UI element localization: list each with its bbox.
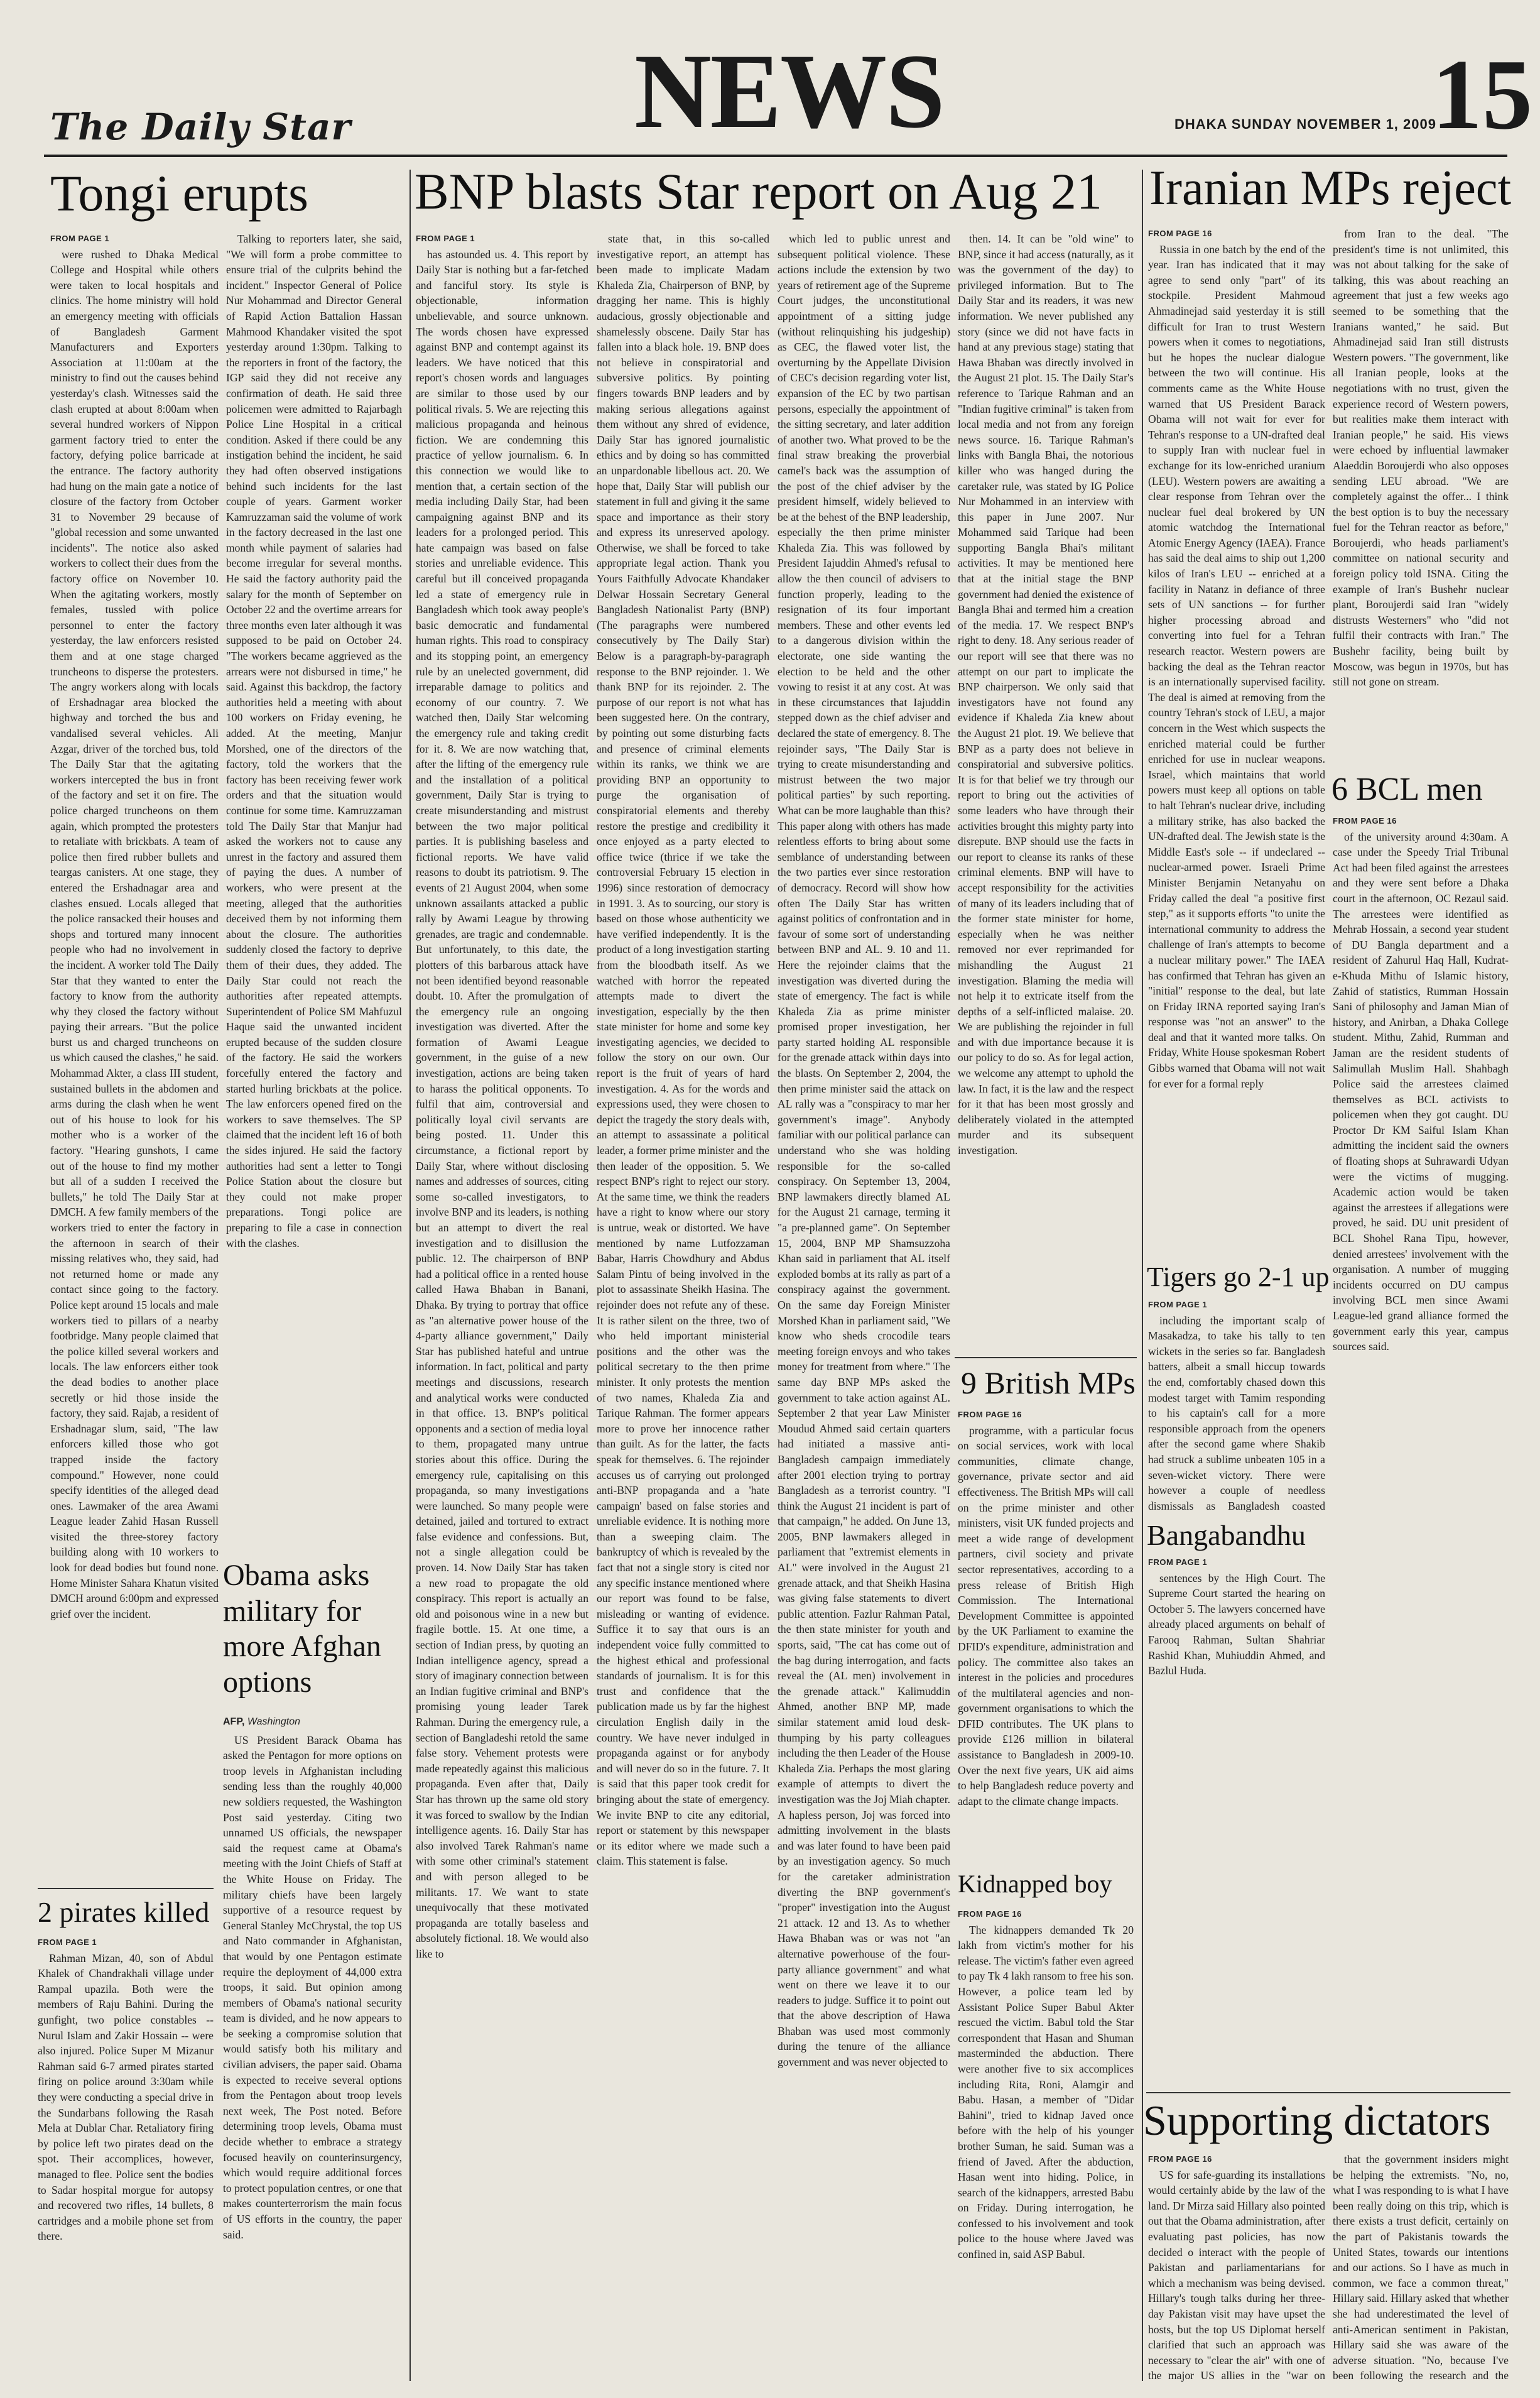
kicker: FROM PAGE 16 xyxy=(1148,229,1212,238)
kicker: FROM PAGE 1 xyxy=(416,234,475,243)
byline xyxy=(223,1714,402,1730)
article-text: of the university around 4:30am. A case under the Speedy Trial Tribunal Act had been filed against the arrestees and they were sent before a Dhaka court in the afternoon, OC Rezaul said. The arrestees were identified as Mehrab Hossain, a second year student of DU Bangla department and a resident of Zahurul Haq Hall, Kudrat-e-Khuda Mithu of Islamic history, Zahid of statistics, Rumman Hossain Sani of philosophy and Jaman Mian of history, and Anirban, a Dhaka College student. Mithu, Zahid, Rumman and Jaman are the resident students of Salimullah Muslim Hall. Shahbagh Police said the arrestees claimed themselves as BCL activists to policemen when they got caught. DU Proctor Dr KM Saiful Islam Khan admitting the incident said the owners of floating shops at Suhrawardi Udyan were the victims of mugging. Academic action would be taken against the arrestees if allegations were proved, he said. DU unit president of BCL Shohel Rana Tipu, however, denied arrestees' involvement with the organisation. A number of mugging incidents occurred on DU campus involving BCL men since Awami League-led grand alliance formed the government early this year, campus sources said. xyxy=(1333,830,1509,1353)
article-text: US for safe-guarding its installations would certainly abide by the law of the land. Dr Mirza said Hillary also pointed out that the Obama administration, after evaluating past policies, has now decided o interact with the people of Pakistan and parliamentarians for which a mechanism was being devised. Hillary's tough talks during her three-day Pakistan visit may have upset the hosts, but the top US Diplomat herself clarified that such an approach was necessary to "clear the air" with one of the major US allies in the "war on xyxy=(1148,2168,1325,2382)
article-text: US President Barack Obama has asked the Pentagon for more options on troop levels in Afghanistan including sending less than the roughly 40,000 new soldiers requested, the Washington Post said yesterday. Citing two unnamed US officials, the newspaper said the request came at Obama's meeting with the Joint Chiefs of Staff at the White House on Friday. The military chiefs have been largely supportive of a resource request by General Stanley McChrystal, the top US and Nato commander in Afghanistan, that would by one Pentagon estimate require the deployment of 44,000 extra troops, it said. But opinion among members of Obama's national security team is divided, and he now appears to be seeking a compromise solution that would satisfy both his military and civilian advisers, the paper said. Obama is expected to receive several options from the Pentagon about troop levels next week, The Post noted. Before determining troop levels, Obama must decide whether to embrace a strategy focused heavily on counterinsurgency, which would require additional forces to protect population centres, or one that makes counterterrorism the main focus of US efforts in the country, the paper said. xyxy=(223,1733,402,2241)
article-bangabandhu xyxy=(1148,1555,1325,1681)
article-bnp-col4 xyxy=(958,231,1134,1349)
headline-supporting-dictators: Supporting dictators xyxy=(1143,2096,1491,2144)
article-text: from Iran to the deal. "The president's time is not unlimited, this was not about talking for the sake of talking, this was about reaching an agreement that just a few weeks ago seemed to be something that the Iranians wanted," he said. But Ahmadinejad said Iran still distrusts Western powers. "The government, like all Iranian people, looks at the negotiations with no trust, given the experience record of Western powers, but realities make them interact with Iranian people," he said. His views were echoed by influential lawmaker Alaeddin Boroujerdi who also opposes sending LEU abroad. "We are completely against the offer... I think the best option is to buy the necessary fuel for the Tehran reactor as before," Boroujerdi, who heads parliament's committee on national security and foreign policy told ISNA. Citing the example of Iran's Bushehr nuclear plant, Boroujerdi said Iran "widely distrusts Westerners" who "did not fulfil their contracts with Iran." The Bushehr facility, being built by Moscow, was begun in 1970s, but has still not gone on stream. xyxy=(1333,227,1509,689)
section-rule xyxy=(38,1888,214,1889)
article-text: including the important scalp of Masakadza, to take his tally to ten wickets in the series so far. Bangladesh batters, albeit a small hiccup towards the end, comfortably chased down this modest target with Tamim responding to his captain's call for a more responsible approach from the openers after the second game where Shakib had struck a sublime unbeaten 105 in a seven-wicket victory. There were however a couple of needless dismissals as Bangladesh coasted xyxy=(1148,1314,1325,1512)
column-rule xyxy=(409,170,411,2381)
article-obama xyxy=(223,1712,402,2384)
section-title: NEWS xyxy=(634,32,944,150)
article-text: were rushed to Dhaka Medical College and Hospital while others were taken to local hospitals and clinics. The home ministry will hold an emergency meeting with officials of Bangladesh Garment Manufacturers and Exporters Association at 11:00am at the ministry to find out the causes behind yesterday's clash. Witnesses said the clash erupted at about 8:00am when several hundred workers of Nippon garment factory tried to enter the factory, defying police barricade at the entrance. The factory authority had hung on the main gate a notice of closure of the factory from October 31 to November 29 because of "global recession and some unwanted incidents". The notice also asked workers to collect their dues from the factory office on November 10. When the agitating workers, mostly females, tussled with police personnel to enter the factory yesterday, the law enforcers resisted them and at one stage charged truncheons to disperse the protesters. The angry workers along with locals of Ershadnagar area blocked the highway and torched the bus and vandalised several vehicles. Ali Azgar, driver of the torched bus, told The Daily Star that the agitating workers intercepted the bus in front of the factory and set it on fire. The police charged truncheons on them again, which prompted the protesters to retaliate with brickbats. A team of police then fired rubber bullets and teargas canisters. At one stage, they entered the Ershadnagar area and clashes ensued. Locals alleged that the police ransacked their houses and shops and tortured many innocent people who had no involvement in the incident. A worker told The Daily Star that they wanted to enter the factory to know from the authority why they closed the factory without paying their arrears. "But the police burst us and charged truncheons on us which caused the clashes," he said. Mohammad Akter, a class III student, sustained bullets in the abdomen and arms during the clash when he went out of his house to look for his mother who is a worker of the factory. "Hearing gunshots, I came out of the house to find my mother but all of a sudden I received the bullets," he told The Daily Star at DMCH. A few family members of the workers tried to enter the factory in the afternoon in search of their missing relatives who, they said, had not returned home or made any contact since going to the factory. Police kept around 15 locals and male workers tied to pillars of a nearby footbridge. Many people claimed that the police killed several workers and locals. The law enforcers either took the dead bodies to another place secretly or hid those inside the factory, they said. Rajab, a resident of Ershadnagar slum, said, "The law enforcers killed those who got trapped inside the factory compound." However, none could specify identities of the alleged dead ones. Lawmaker of the area Awami League leader Zahid Hasan Russell visited the three-storey factory building along with 10 workers to look for dead bodies but found none. Home Minister Sahara Khatun visited DMCH around 6:00pm and expressed grief over the incident. xyxy=(50,248,219,1620)
kicker: FROM PAGE 16 xyxy=(958,1909,1022,1919)
article-text: that the government insiders might be helping the extremists. "No, no, what I was responding to is what I have been really doing on this trip, which is there exists a trust deficit, certainly on the part of Pakistanis towards the United States, towards our intentions and our actions. So I have as much in common, we face a common threat," Hillary said. Hillary asked that whether she had underestimated the level of anti-American sentiment in Pakistan, Hillary said she was aware of the adverse situation. "No, because I've been following the research and the xyxy=(1333,2153,1509,2382)
article-tigers xyxy=(1148,1297,1325,1514)
kicker: FROM PAGE 1 xyxy=(1148,1557,1208,1567)
headline-bnp: BNP blasts Star report on Aug 21 xyxy=(415,163,1102,220)
article-bnp-col2 xyxy=(597,231,769,2383)
column-rule xyxy=(1142,170,1143,2381)
article-iran-col1 xyxy=(1148,226,1325,1256)
article-text: has astounded us. 4. This report by Daily Star is nothing but a far-fetched and fanciful story. Its style is objectionable, information unbelievable, and source unknown. The words chosen have expressed against BNP and contempt against its leaders. We have noticed that this report's chosen words and languages are similar to those used by our political rivals. 5. We are rejecting this malicious propaganda and heinous fiction. We are condemning this practice of yellow journalism. 6. In this connection we would like to mention that, a certain section of the media including Daily Star, had been campaigning against BNP and its leaders for a prolonged period. This hate campaign was based on false stories and unreliable evidence. This careful but ill conceived propaganda led a state of emergency rule in Bangladesh which took away people's basic democratic and fundamental human rights. This road to conspiracy and its stopping point, an emergency rule by an unelected government, did irreparable damage to politics and economy of our country. 7. We watched then, Daily Star welcoming the emergency rule and taking credit for it. 8. We are now watching that, after the lifting of the emergency rule and the installation of a political government, Daily Star is trying to create misunderstanding and mistrust between the two major political parties. It is publishing baseless and fictional reports. We have valid reasons to doubt its patriotism. 9. The events of 21 August 2004, when some unknown assailants attacked a public rally by Awami League by throwing grenades, are tragic and condemnable. But unfortunately, to this date, the plotters of this barbarous attack have not been identified beyond reasonable doubt. 10. After the promulgation of the emergency rule an ongoing investigation was diverted. After the formation of Awami League government, in the guise of a new investigation, actions are being taken to harass the political opponents. To fulfil that aim, controversial and politically loyal civil servants are being posted. 11. Under this circumstance, a fictional report by Daily Star, where without disclosing names and addresses of sources, citing some so-called investigators, to involve BNP and its leaders, is nothing but an attempt to divert the real investigation and to disillusion the public. 12. The chairperson of BNP had a political office in a rented house called Hawa Bhaban in Banani, Dhaka. By trying to portray that office as "an alternative power house of the 4-party alliance government," Daily Star has published hateful and untrue information. In fact, political and party meetings and discussions, research and analytical works were conducted in that office. 13. BNP's political opponents and a section of media loyal to them, propagated many untrue stories about this office. During the emergency rule, capitalising on this propaganda, so many investigations were launched. So many people were detained, jailed and tortured to extract false evidence and confessions. But, not a single allegation could be proven. 14. Now Daily Star has taken a new road to propagate the old conspiracy. This report is actually an old and poisonous wine in a new but fragile bottle. 15. At one time, a section of Indian press, by quoting an Indian intelligence agency, spread a story of imaginary connection between an Indian fugitive criminal and BNP's promising young leader Tarek Rahman. During the emergency rule, a section of Bangladeshi retold the same false story. Vehement protests were made repeatedly against this malicious propaganda. Even after that, Daily Star has thrown up the same old story it was forced to swallow by the Indian intelligence agents. 16. Daily Star has also involved Tarek Rahman's name with some other criminal's statement and with person alleged to be militants. 17. We want to state unequivocally that these motivated propaganda are totally baseless and absolutely fictional. 18. We would also like to xyxy=(416,248,588,1960)
article-tongi-col2 xyxy=(226,231,402,1551)
article-kidnapped-boy xyxy=(958,1907,1134,2384)
headline-kidnapped-boy: Kidnapped boy xyxy=(958,1870,1112,1898)
article-text: Talking to reporters later, she said, "We will form a probe committee to ensure trial of the culprits behind the incident." Inspector General of Police Nur Mohammad and Director General of Rapid Action Battalion Hassan Mahmood Khandaker visited the spot yesterday around 1:30pm. Talking to the reporters in front of the factory, the IGP said they did not receive any confirmation of death. He said three policemen were admitted to Rajarbagh Police Line Hospital in a critical condition. Asked if there could be any instigation behind the incident, he said they had often observed instigations behind such incidents for the last couple of years. Garment worker Kamruzzaman said the volume of work in the factory decreased in the last one month while payment of salaries had become irregular for several months. He said the factory authority paid the salary for the month of September on October 22 and the overtime arrears for three months even later although it was supposed to be paid on October 24. "The workers became aggrieved as the arrears were not disbursed in time," he said. Against this backdrop, the factory authorities held a meeting with about 100 workers on Friday evening, he added. At the meeting, Manjur Morshed, one of the directors of the factory, told the workers that the factory has been receiving fewer work orders and that the situation would continue for some time. Kamruzzaman told The Daily Star that Manjur had asked the workers not to cause any unrest in the factory and assured them of paying the dues. A number of workers, who were present at the meeting, alleged that the authorities deceived them by not informing them about the closure. The authorities suddenly closed the factory to deprive them of their dues, they added. The Daily Star could not reach the authorities after repeated attempts. Superintendent of Police SM Mahfuzul Haque said the unwanted incident erupted because of the sudden closure of the factory. He said the workers forcefully entered the factory and started hurling brickbats at the police. The law enforcers opened fired on the workers to save themselves. The SP claimed that the incident left 16 of both the sides injured. He said the factory authorities had sent a letter to Tongi Police Station about the closure but they could not make proper preparations. Tongi police are preparing to file a case in connection with the clashes. xyxy=(226,232,402,1250)
paper-name: The Daily Star xyxy=(50,106,352,148)
headline-tongi: Tongi erupts xyxy=(50,165,309,222)
kicker: FROM PAGE 1 xyxy=(38,1937,97,1947)
kicker: FROM PAGE 1 xyxy=(50,234,110,243)
headline-british-mps: 9 British MPs xyxy=(961,1365,1136,1400)
dateline: DHAKA SUNDAY NOVEMBER 1, 2009 xyxy=(1174,116,1436,132)
section-rule xyxy=(955,1357,1137,1358)
article-british-mps xyxy=(958,1407,1134,1866)
article-bnp-col1 xyxy=(416,231,588,2383)
byline-agency: AFP, xyxy=(223,1716,245,1727)
article-bnp-col3 xyxy=(778,231,950,2383)
article-text: which led to public unrest and subsequent political violence. These actions include the extension by two years of retirement age of the Supreme Court judges, the unconstitutional appointment of a sitting judge (without relinquishing his judgeship) as CEC, the flawed voter list, the overturning by the Appellate Division of CEC's decision regarding voter list, expansion of the EC by two partisan persons, especially the appointment of the sitting secretary, and later addition of another two. What proved to be the final straw breaking the proverbial camel's back was the assumption of the post of the chief adviser by the president himself, widely believed to be at the behest of the BNP leadership, especially the then prime minister Khaleda Zia. This was followed by President Iajuddin Ahmed's refusal to allow the then council of advisers to function properly, leading to the resignation of its four important members. These and other events led to a dangerous division within the electorate, one side wanting the election to be held and the other vowing to resist it at any cost. At was in these circumstances that Iajuddin stepped down as the chief adviser and declared the state of emergency. 8. The rejoinder says, "The Daily Star is trying to create misunderstanding and mistrust between the two major political parties" by such reporting. What can be more laughable than this? This paper along with others has made relentless efforts to bring about some semblance of understanding between the two parties ever since restoration of democracy. Record will show how often The Daily Star has written against politics of confrontation and in favour of some sort of understanding between BNP and AL. 9. 10 and 11. Here the rejoinder claims that the investigation was diverted during the state of emergency. The fact is while Khaleda Zia as prime minister promised proper investigation, her party started holding AL responsible for the grenade attack within days into the blasts. On September 2, 2004, the then prime minister said the attack on AL rally was a "conspiracy to mar her government's image". Anybody familiar with our political parlance can understand who she was holding responsible for the so-called conspiracy. On September 13, 2004, BNP lawmakers directly blamed AL for the August 21 carnage, terming it "a pre-planned game". On September 15, 2004, BNP MP Shamsuzzoha Khan said in parliament that AL itself exploded bombs at its rally as part of a conspiracy against the government. On the same day Foreign Minister Morshed Khan in parliament said, "We know who sheds crocodile tears meeting foreign envoys and who takes money for treatment from where." The same day BNP MPs asked the government to take action against AL. September 2 that year Law Minister Moudud Ahmed said certain quarters had initiated a massive anti-Bangladesh campaign immediately after 2001 election trying to portray Bangladesh as a terrorist country. "I think the August 21 incident is part of that campaign," he added. On June 13, 2005, BNP lawmakers alleged in parliament that "extremist elements in AL" were involved in the August 21 grenade attack, and that Sheikh Hasina was giving false statements to divert public attention. Fazlur Rahman Patal, the then state minister for youth and sports, said, "The cat has come out of the bag during interrogation, and facts reveal the (AL men) involvement in the grenade attack." Kalimuddin Ahmed, another BNP MP, made similar statement amid loud desk-thumping by his party colleagues including the then Leader of the House Khaleda Zia. Perhaps the most glaring example of attempts to divert the investigation was the Joj Miah chapter. A hapless person, Joj was forced into admitting involvement in the blasts and was later found to have been paid by an investigation agency. So much for the caretaker administration diverting the BNP government's "proper" investigation into the August 21 attack. 12 and 13. As to whether Hawa Bhaban was or was not "an alternative powerhouse of the four-party alliance government" and what went on there we leave it to our readers to judge. Suffice it to point out that the above description of Hawa Bhaban was used most commonly during the tenure of the alliance government and was never objected to xyxy=(778,232,950,2069)
kicker: FROM PAGE 16 xyxy=(1333,816,1397,826)
article-support-col1 xyxy=(1148,2152,1325,2384)
kicker: FROM PAGE 1 xyxy=(1148,1300,1208,1309)
article-iran-col2 xyxy=(1333,226,1509,766)
kicker: FROM PAGE 16 xyxy=(1148,2154,1212,2164)
masthead xyxy=(44,32,1532,157)
article-text: Rahman Mizan, 40, son of Abdul Khalek of Chandrakhali village under Rampal upazila. Both were the members of Raju Bahini. During the gunfight, two police constables -- Nurul Islam and Zakir Hossain -- were also injured. Police Super M Mizanur Rahman said 6-7 armed pirates started firing on police around 3:30am while they were conducting a special drive in the Sundarbans following the Rasah Mela at Dublar Char. Retaliatory firing by police left two pirates dead on the spot. Their accomplices, however, managed to flee. Police sent the bodies to Sadar hospital morgue for autopsy and recovered two rifles, 14 bullets, 8 cartridges and a mobile phone set from there. xyxy=(38,1951,214,2243)
article-text: The kidnappers demanded Tk 20 lakh from victim's mother for his release. The victim's father even agreed to pay Tk 4 lakh ransom to free his son. However, a police team led by Assistant Police Super Babul Akter rescued the victim. Babul told the Star correspondent that Hasan and Shuman masterminded the abduction. There were another five to six accomplices including Rita, Roni, Alamgir and Babu. Hasan, a member of "Didar Bahini", tried to kidnap Javed once before with the help of his younger brother Suman, he said. Suman was a friend of Javed. After the abduction, Hasan went into hiding. Police, in search of the kidnappers, arrested Babu on Friday. During interrogation, he confessed to his involvement and took police to the house where Javed was confined in, said ASP Babul. xyxy=(958,1923,1134,2261)
byline-place: Washington xyxy=(247,1716,301,1727)
headline-obama: Obama asks military for more Afghan options xyxy=(223,1559,381,1699)
article-text: sentences by the High Court. The Supreme Court started the hearing on October 5. The lawyers concerned have already placed arguments on behalf of Farooq Rahman, Sultan Shahriar Rashid Khan, Muhiuddin Ahmed, and Bazlul Huda. xyxy=(1148,1571,1325,1677)
headline-tigers: Tigers go 2-1 up xyxy=(1147,1262,1330,1292)
article-text: Russia in one batch by the end of the year. Iran has indicated that it may agree to send only "part" of its stockpile. President Mahmoud Ahmadinejad said yesterday it is still difficult for Iran to trust Western powers when it comes to negotiations, but he hopes the nuclear dialogue between the two will continue. His comments came as the White House warned that US President Barack Obama will not wait for ever for Tehran's response to a UN-drafted deal to supply Iran with nuclear fuel in exchange for its low-enriched uranium (LEU). Western powers are awaiting a clear response from Tehran over the nuclear fuel deal brokered by UN atomic watchdog the International Atomic Energy Agency (IAEA). France has said the deal aims to ship out 1,200 kilos of Iran's LEU -- enriched at a facility in Natanz in defiance of three sets of UN sanctions -- for further higher processing abroad and converting into fuel for a Tehran research reactor. Western powers are backing the deal as the Tehran reactor is an internationally supervised facility. The deal is aimed at removing from the country Tehran's stock of LEU, a major concern in the West which suspects the enriched material could be further enriched for use in nuclear weapons. Israel, which maintains that world powers must keep all options on table to halt Tehran's nuclear drive, including a military strike, has also backed the UN-drafted deal. The Jewish state is the Middle East's sole -- if undeclared -- nuclear-armed power. Israeli Prime Minister Benjamin Netanyahu on Friday called the deal "a positive first step," as it supports efforts "to unite the international community to address the challenge of Iran's attempts to become a nuclear military power." The IAEA has confirmed that Tehran has given an "initial" response to the deal, but late on Friday IRNA reported saying Iran's response was "not an answer" to the deal and that it wanted more talks. On Friday, White House spokesman Robert Gibbs warned that Obama will not wait for ever for a formal reply xyxy=(1148,243,1325,1090)
headline-bangabandhu: Bangabandhu xyxy=(1147,1519,1306,1551)
article-tongi-col1 xyxy=(50,231,219,1880)
page-number: 15 xyxy=(1432,38,1532,150)
headline-pirates: 2 pirates killed xyxy=(38,1896,210,1928)
article-bcl xyxy=(1333,814,1509,2086)
article-pirates xyxy=(38,1935,214,2384)
article-text: then. 14. It can be "old wine" to BNP, since it had access (naturally, as it was the government of the day) to privileged information. But to The Daily Star and its readers, it was new information. We never published any story (since we did not have facts in hand at any previous stage) stating that Hawa Bhaban was directly involved in the August 21 plot. 15. The Daily Star's reference to Tarique Rahman and an "Indian fugitive criminal" is taken from local media and not from any foreign news source. 16. Tarique Rahman's links with Bangla Bhai, the notorious killer who was hanged during the caretaker rule, was stated by IG Police Nur Mohammed in an interview with this paper in June 2007. Nur Mohammed said Tarique had been supporting Bangla Bhai's militant activities. It may be mentioned here that at the initial stage the BNP government had denied the existence of Bangla Bhai and termed him a creation of the media. 17. We respect BNP's right to deny. 18. Any serious reader of our report will see that there was no attempt on our part to implicate the BNP chairperson. We only said that investigators have not found any evidence if Khaleda Zia knew about the August 21 plot. 19. We believe that BNP as a party does not believe in conspiratorial and subversive politics. It is for that belief we try through our report to bring out the activities of some leaders who have through their activities brought this mighty party into disrepute. BNP should use the facts in our report to cleanse its ranks of these criminal elements. BNP will have to accept responsibility for the activities of many of its leaders including that of the former state minister for home, especially when he was neither removed nor ever reprimanded for mishandling the August 21 investigation. Blaming the media will not help it to extricate itself from the depths of a self-inflicted malaise. 20. We are publishing the rejoinder in full and with due importance because it is our policy to do so. As for legal action, we welcome any attempt to uphold the law. In fact, it is the law and the respect for it that has been most grossly and deliberately violated in the attempted murder and its subsequent investigation. xyxy=(958,232,1134,1157)
kicker: FROM PAGE 16 xyxy=(958,1410,1022,1419)
article-text: state that, in this so-called investigative report, an attempt has been made to implicate Madam Khaleda Zia, Chairperson of BNP, by dragging her name. This is highly audacious, grossly objectionable and shamelessly obscene. Daily Star has fallen into a black hole. 19. BNP does not believe in conspiratorial and subversive politics. By pointing fingers towards BNP leaders and by making serious allegations against them without any shred of evidence, Daily Star has ignored journalistic ethics and by doing so has committed an unpardonable libellous act. 20. We hope that, Daily Star will publish our statement in full and giving it the same space and importance as their story and express its unreserved apology. Otherwise, we shall be forced to take appropriate legal action. Thank you Yours Faithfully Advocate Khandaker Delwar Hossain Secretary General Bangladesh Nationalist Party (BNP) (The paragraphs were numbered consecutively by The Daily Star) Below is a paragraph-by-paragraph response to the BNP rejoinder. 1. We thank BNP for its rejoinder. 2. The purpose of our report is not what has been suggested here. On the contrary, by pointing out some disturbing facts and presence of criminal elements within its ranks, we think we are providing BNP an opportunity to purge the organisation of conspiratorial elements and thereby restore the prestige and credibility it once enjoyed as a party elected to office twice (thrice if we take the controversial February 15 election in 1996) since restoration of democracy in 1991. 3. As to sourcing, our story is based on those whose authenticity we have verified independently. It is the product of a long investigation starting from the bloodbath itself. As we watched with horror the repeated attempts made to divert the investigation, especially by the then state minister for home and some key investigating agencies, we decided to follow the story on our own. Our report is the fruit of years of hard investigation. 4. As for the words and expressions used, they were chosen to depict the tragedy the story deals with, an attempt to assassinate a political leader, a former prime minister and the then leader of the opposition. 5. We respect BNP's right to reject our story. At the same time, we think the readers have a right to know where our story is untrue, weak or distorted. We have mentioned by name Lutfozzaman Babar, Harris Chowdhury and Abdus Salam Pintu of being involved in the plot to assassinate Sheikh Hasina. The rejoinder does not refute any of these. It is rather silent on the three, two of who held important ministerial positions and the other was the political secretary to the then prime minister. It only protests the mention of two names, Khaleda Zia and Tarique Rahman. The former appears more to prove her innocence rather than guilt. As for the latter, the facts speak for themselves. 6. The rejoinder accuses us of carrying out prolonged anti-BNP propaganda and a 'hate campaign' based on false stories and unreliable evidence. It is nothing more than a sweeping claim. The bankruptcy of which is revealed by the fact that not a single story is cited nor any specific instance mentioned where our report was found to be false, misleading or wanting of evidence. Suffice it to say that ours is an independent voice fully committed to the highest ethical and professional standards of journalism. It is for this trust and confidence that the publication made us by far the highest circulation English daily in the country. We have never indulged in propaganda against or for anybody and will never do so in the future. 7. It is said that this paper took credit for bringing about the state of emergency. We invite BNP to cite any editorial, report or statement by this newspaper or its editor where we made such a claim. This statement is false. xyxy=(597,232,769,1868)
article-support-col2 xyxy=(1333,2152,1509,2384)
article-text: programme, with a particular focus on social services, work with local communities, climate change, governance, private sector and aid effectiveness. The British MPs will call on the prime minister and other ministers, visit UK funded projects and meet a wide range of development partners, civil society and private sector representatives, according to a press release of British High Commission. The International Development Committee is appointed by the UK Parliament to examine the DFID's expenditure, administration and policy. The committee also takes an interest in the policies and procedures of the multilateral agencies and non-government organisations to which the DFID contributes. The UK plans to provide £126 million in bilateral assistance to Bangladesh in 2009-10. Over the next five years, UK aid aims to help Bangladesh reduce poverty and adapt to the climate change impacts. xyxy=(958,1424,1134,1807)
section-rule xyxy=(1146,2092,1510,2093)
headline-bcl: 6 BCL men xyxy=(1331,771,1483,807)
headline-iran: Iranian MPs reject xyxy=(1149,160,1512,215)
